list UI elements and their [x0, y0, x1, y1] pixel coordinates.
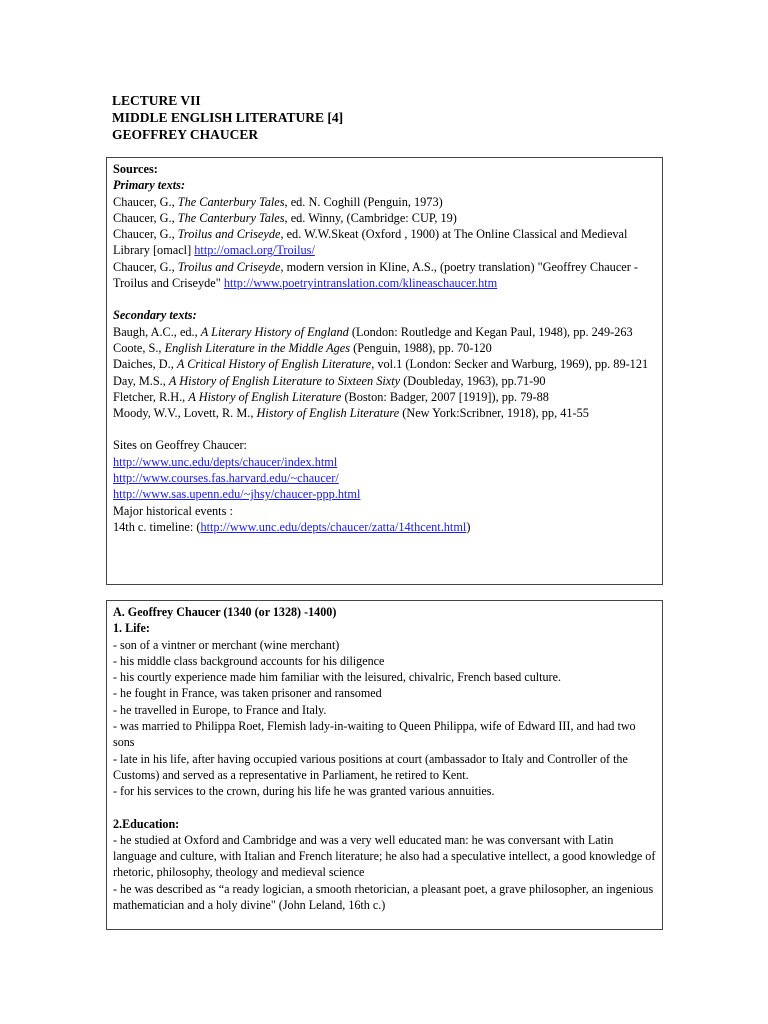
life-item: - he travelled in Europe, to France and Italy.: [113, 702, 327, 717]
secondary-texts-title: Secondary texts:: [113, 308, 197, 323]
education-title: 2.Education:: [113, 816, 180, 831]
secondary-entry: Daiches, D., A Critical History of English Literature, vol.1 (London: Secker and Warburg, 1969), pp. 89-121: [113, 357, 649, 372]
secondary-entry: Day, M.S., A History of English Literature to Sixteen Sixty (Doubleday, 1963), pp.71-90: [113, 373, 546, 388]
primary-entry: Chaucer, G., The Canterbury Tales, ed. Winny, (Cambridge: CUP, 19): [113, 210, 457, 225]
primary-entry: Chaucer, G., Troilus and Criseyde, modern version in Kline, A.S., (poetry translation) "Geoffrey Chaucer - Troilus and Criseyde" http://www.poetryintranslation.com/klineaschaucer.htm: [113, 259, 639, 291]
life-item: - was married to Philippa Roet, Flemish lady-in-waiting to Queen Philippa, wife of Edward III, and had two sons: [113, 719, 636, 750]
chaucer-box: [106, 600, 663, 930]
life-item: - he fought in France, was taken prisoner and ransomed: [113, 686, 382, 701]
secondary-entry: Moody, W.V., Lovett, R. M., History of English Literature (New York:Scribner, 1918), pp, 41-55: [113, 406, 589, 421]
lecture-heading: [112, 92, 343, 143]
life-item: - his middle class background accounts for his diligence: [113, 653, 385, 668]
primary-entry: Chaucer, G., The Canterbury Tales, ed. N. Coghill (Penguin, 1973): [113, 194, 443, 209]
course-title: MIDDLE ENGLISH LITERATURE [4]: [112, 110, 344, 125]
omacl-link[interactable]: http://omacl.org/Troilus/: [194, 243, 315, 258]
sources-box: [106, 157, 663, 585]
secondary-entry: Fletcher, R.H., A History of English Literature (Boston: Badger, 2007 [1919]), pp. 79-88: [113, 389, 549, 404]
education-item: - he studied at Oxford and Cambridge and was a very well educated man: he was conversant with Latin language and culture, with Italian and French literature; he also had a speculative intellect, a good knowledge of rhetoric, philosophy, theology and medieval science: [113, 832, 656, 880]
chaucer-title: A. Geoffrey Chaucer (1340 (or 1328) -1400): [113, 605, 337, 619]
lecture-number: LECTURE VII: [112, 93, 201, 108]
events-title: Major historical events :: [113, 503, 233, 518]
timeline-link[interactable]: http://www.unc.edu/depts/chaucer/zatta/14thcent.html: [200, 519, 467, 534]
primary-entry: Chaucer, G., Troilus and Criseyde, ed. W.W.Skeat (Oxford , 1900) at The Online Classical and Medieval Library [omacl] http://omacl.org/Troilus/: [113, 227, 628, 258]
primary-texts-title: Primary texts:: [113, 178, 186, 193]
life-item: - son of a vintner or merchant (wine merchant): [113, 637, 340, 652]
sites-title: Sites on Geoffrey Chaucer:: [113, 438, 247, 453]
secondary-entry: Baugh, A.C., ed., A Literary History of England (London: Routledge and Kegan Paul, 1948), pp. 249-263: [113, 324, 633, 339]
upenn-chaucer-link[interactable]: http://www.sas.upenn.edu/~jhsy/chaucer-ppp.html: [113, 487, 361, 502]
life-item: - for his services to the crown, during his life he was granted various annuities.: [113, 784, 495, 799]
life-title: 1. Life:: [113, 621, 150, 636]
education-item: - he was described as “a ready logician, a smooth rhetorician, a pleasant poet, a grave philosopher, an ingenious mathematician and a holy divine" (John Leland, 16th c.): [113, 881, 654, 913]
poetry-translation-link[interactable]: http://www.poetryintranslation.com/klineaschaucer.htm: [223, 276, 498, 291]
harvard-chaucer-link[interactable]: http://www.courses.fas.harvard.edu/~chaucer/: [113, 471, 339, 486]
life-item: - late in his life, after having occupied various positions at court (ambassador to Italy and Controller of the Customs) and served as a representative in Parliament, he retired to Kent.: [113, 751, 628, 782]
sources-title: Sources:: [113, 162, 158, 176]
secondary-entry: Coote, S., English Literature in the Middle Ages (Penguin, 1988), pp. 70-120: [113, 340, 492, 355]
life-item: - his courtly experience made him familiar with the leisured, chivalric, French based culture.: [113, 670, 561, 685]
timeline-line: 14th c. timeline: (http://www.unc.edu/depts/chaucer/zatta/14thcent.html): [113, 519, 471, 534]
topic-title: GEOFFREY CHAUCER: [112, 127, 259, 142]
unc-chaucer-link[interactable]: http://www.unc.edu/depts/chaucer/index.html: [113, 454, 338, 469]
